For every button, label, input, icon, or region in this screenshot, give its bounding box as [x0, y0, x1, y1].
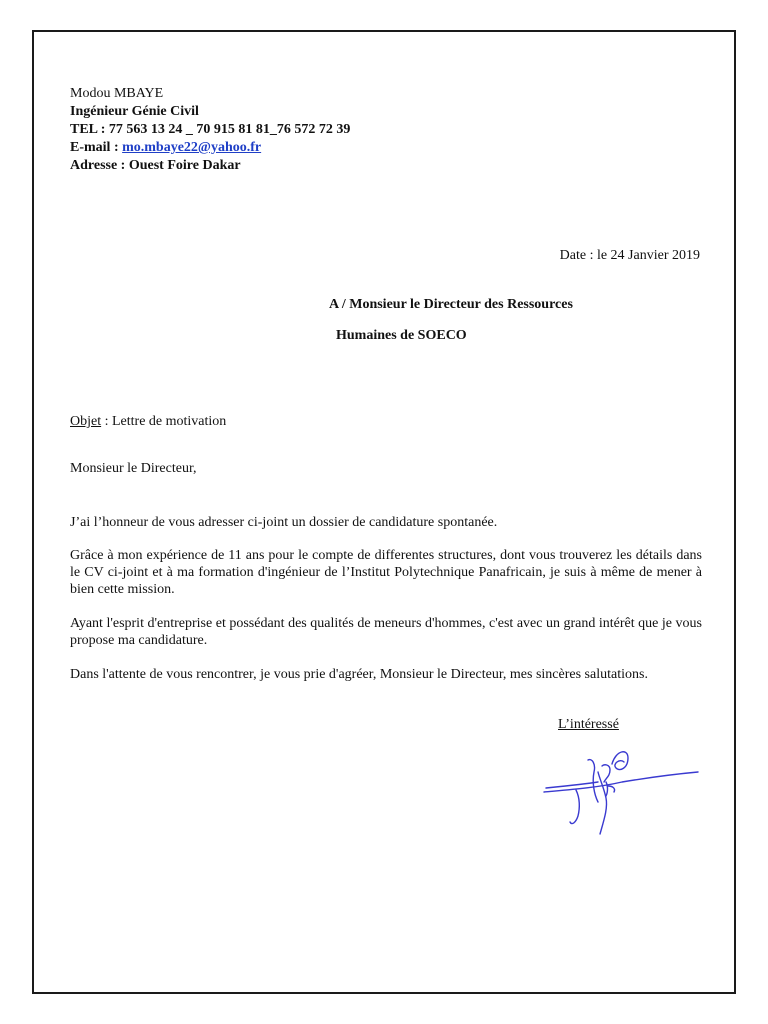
sender-phone — [70, 121, 350, 139]
salutation: Monsieur le Directeur, — [70, 461, 197, 476]
subject-label: Objet — [70, 414, 102, 429]
sender-title: Ingénieur Génie Civil — [70, 104, 199, 119]
email-label: E-mail : — [70, 140, 123, 155]
sender-block — [70, 85, 350, 175]
body-paragraph-2: Grâce à mon expérience de 11 ans pour le compte de differentes structures, dont vous trouverez les détails dans le CV ci-joint et à ma formation d'ingénieur de l’Institut Polytechnique Panafricain, je suis à même de mener à bien cette mission. — [70, 548, 702, 597]
body-paragraph-4: Dans l'attente de vous rencontrer, je vous prie d'agréer, Monsieur le Directeur, mes sincères salutations. — [70, 667, 648, 682]
signer-label: L’intéressé — [558, 717, 619, 732]
sender-address — [70, 157, 350, 175]
sender-email — [70, 139, 350, 157]
subject-text: : Lettre de motivation — [101, 414, 227, 429]
phone-label: TEL : — [70, 122, 109, 137]
address-label: Adresse : — [70, 158, 129, 173]
recipient-line-2: Humaines de SOECO — [336, 328, 467, 343]
recipient-line-1: A / Monsieur le Directeur des Ressources — [329, 297, 573, 312]
email-link[interactable]: mo.mbaye22@yahoo.fr — [122, 140, 262, 155]
body-paragraph-3: Ayant l'esprit d'entreprise et possédant des qualités de meneurs d'hommes, c'est avec un grand intérêt que je vous propose ma candidature. — [70, 616, 702, 648]
phone-value: 77 563 13 24 _ 70 915 81 81_76 572 72 39 — [108, 122, 351, 137]
handwritten-signature — [536, 742, 706, 842]
subject-line — [70, 413, 226, 430]
body-paragraph-1: J’ai l’honneur de vous adresser ci-joint un dossier de candidature spontanée. — [70, 515, 498, 530]
address-value: Ouest Foire Dakar — [128, 158, 241, 173]
letter-date: Date : le 24 Janvier 2019 — [559, 248, 700, 263]
sender-name: Modou MBAYE — [70, 86, 164, 101]
